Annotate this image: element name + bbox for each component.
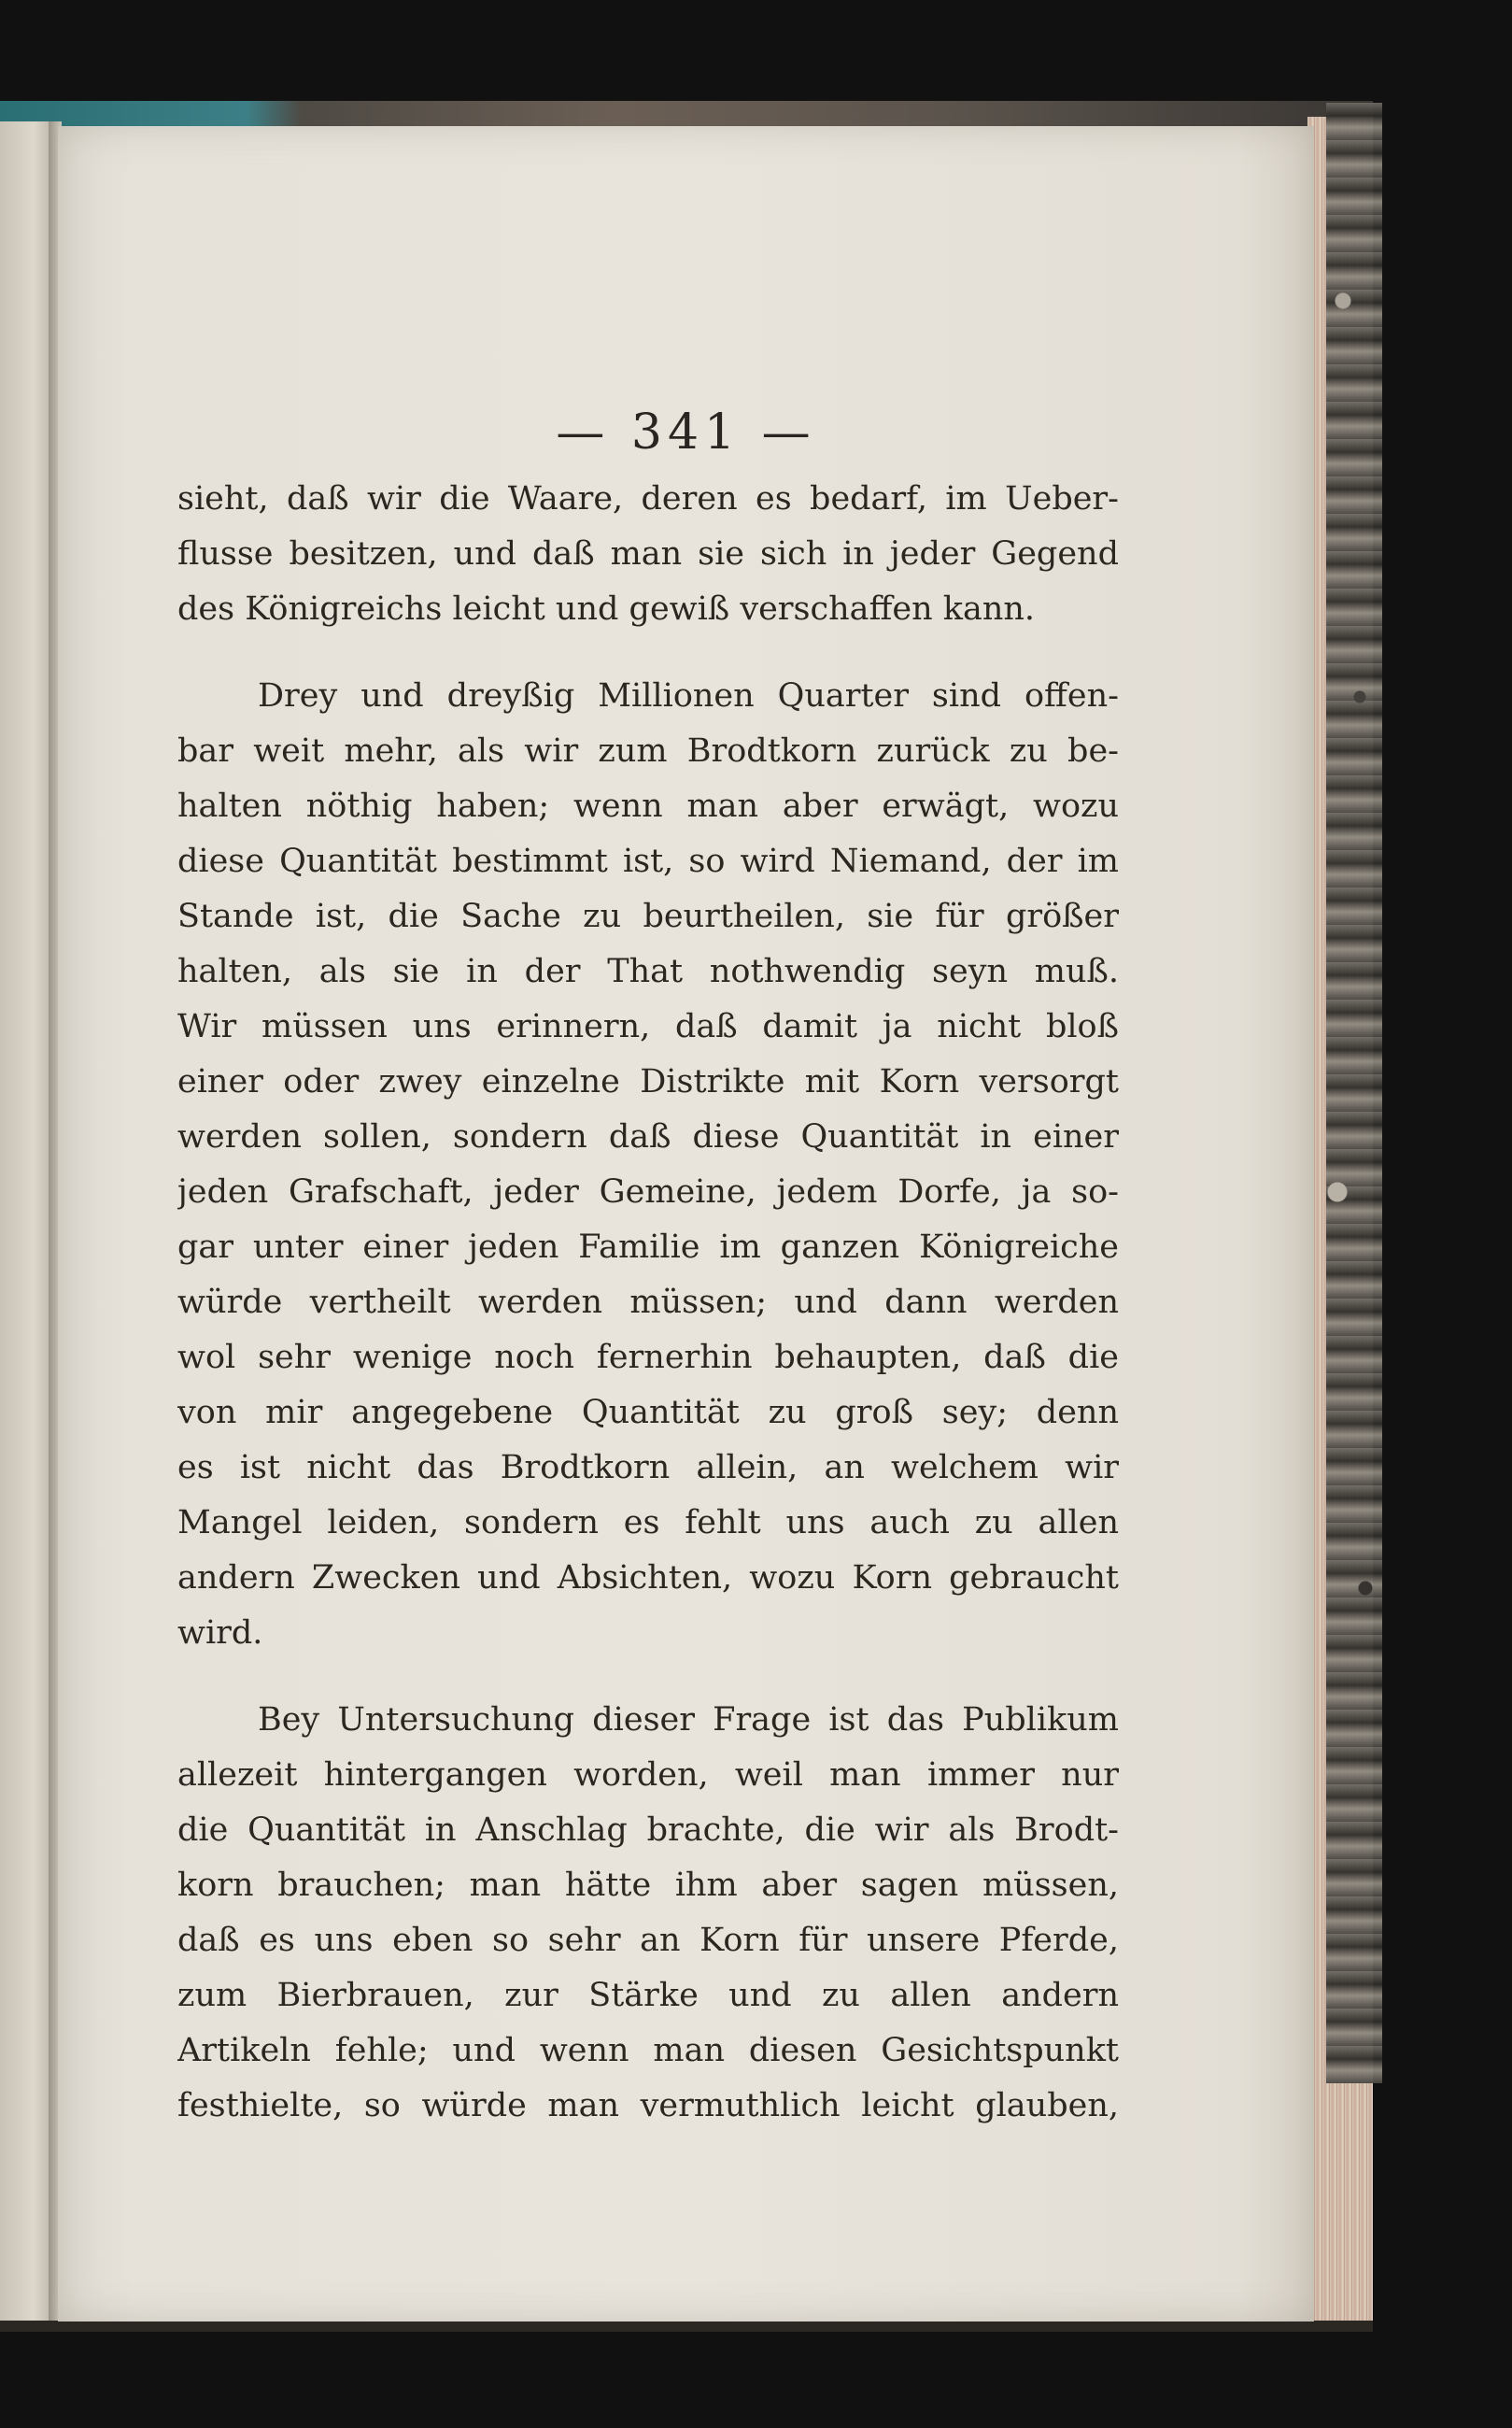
text-line: würde vertheilt werden müssen; und dann werden — [177, 1284, 1119, 1321]
paragraph-2 — [177, 669, 1119, 1661]
page-body-text — [177, 472, 1119, 2134]
marbled-cover — [1326, 103, 1382, 2083]
text-line: wird. — [177, 1614, 263, 1652]
text-line: Artikeln fehle; und wenn man diesen Gesichtspunkt — [177, 2032, 1119, 2069]
text-line: halten nöthig haben; wenn man aber erwägt, wozu — [177, 788, 1119, 825]
facing-page-edge — [0, 121, 56, 2326]
book-bottom-edge — [0, 2321, 1373, 2332]
text-line: Bey Untersuchung dieser Frage ist das Publikum — [258, 1701, 1119, 1739]
text-line: bar weit mehr, als wir zum Brodtkorn zurück zu be- — [177, 732, 1119, 770]
text-line: wol sehr wenige noch fernerhin behaupten, daß die — [177, 1339, 1119, 1376]
text-line: es ist nicht das Brodtkorn allein, an welchem wir — [177, 1449, 1119, 1486]
page-number-header: — 341 — — [556, 405, 816, 461]
text-line: jeden Grafschaft, jeder Gemeine, jedem Dorfe, ja so- — [177, 1173, 1119, 1211]
text-line: gar unter einer jeden Familie im ganzen Königreiche — [177, 1228, 1119, 1266]
text-line: die Quantität in Anschlag brachte, die wir als Brodt- — [177, 1811, 1119, 1849]
text-line: Mangel leiden, sondern es fehlt uns auch zu allen — [177, 1504, 1119, 1541]
text-line: diese Quantität bestimmt ist, so wird Niemand, der im — [177, 843, 1119, 880]
text-line: allezeit hintergangen worden, weil man immer nur — [177, 1756, 1119, 1794]
paragraph-gap — [177, 637, 1119, 669]
text-line: werden sollen, sondern daß diese Quantität in einer — [177, 1118, 1119, 1156]
text-line: andern Zwecken und Absichten, wozu Korn gebraucht — [177, 1559, 1119, 1597]
text-line: Wir müssen uns erinnern, daß damit ja nicht bloß — [177, 1008, 1119, 1045]
text-line: zum Bierbrauen, zur Stärke und zu allen andern — [177, 1977, 1119, 2014]
paragraph-3 — [177, 1693, 1119, 2134]
text-line: des Königreichs leicht und gewiß verschaffen kann. — [177, 590, 1036, 628]
text-line: sieht, daß wir die Waare, deren es bedarf, im Ueber- — [177, 480, 1119, 518]
text-line: festhielte, so würde man vermuthlich leicht glauben, — [177, 2087, 1119, 2124]
text-line: Stande ist, die Sache zu beurtheilen, sie für größer — [177, 898, 1119, 935]
text-line: einer oder zwey einzelne Distrikte mit Korn versorgt — [177, 1063, 1119, 1100]
text-line: flusse besitzen, und daß man sie sich in jeder Gegend — [177, 535, 1119, 573]
text-line: daß es uns eben so sehr an Korn für unsere Pferde, — [177, 1922, 1119, 1959]
book-page — [58, 126, 1314, 2322]
text-line: korn brauchen; man hätte ihm aber sagen müssen, — [177, 1867, 1119, 1904]
text-line: von mir angegebene Quantität zu groß sey; denn — [177, 1394, 1119, 1431]
paragraph-gap — [177, 1661, 1119, 1693]
paragraph-1 — [177, 472, 1119, 637]
text-line: halten, als sie in der That nothwendig seyn muß. — [177, 953, 1119, 990]
text-line: Drey und dreyßig Millionen Quarter sind offen- — [258, 677, 1119, 715]
